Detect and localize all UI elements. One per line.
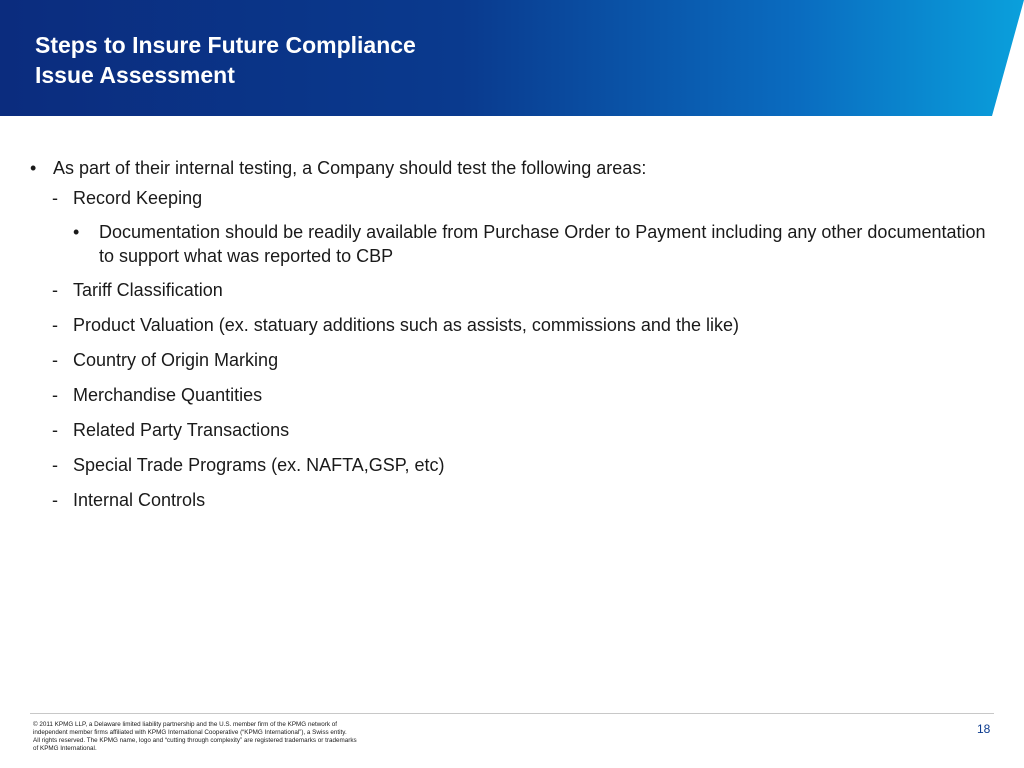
list-item-text: Product Valuation (ex. statuary additions such as assists, commissions and the like) (73, 315, 739, 335)
list-item-text: Related Party Transactions (73, 420, 290, 440)
list-item (30, 417, 990, 452)
list-item (30, 312, 990, 347)
bullet-intro-text: As part of their internal testing, a Company should test the following areas: (53, 158, 647, 178)
copyright-line: independent member firms affiliated with KPMG International Cooperative (“KPMG International”), a Swiss entity. (33, 729, 347, 736)
dash-icon: - (52, 455, 58, 475)
dash-icon: - (52, 280, 58, 300)
copyright-line: of KPMG International. (33, 745, 97, 752)
list-item-text: Special Trade Programs (ex. NAFTA,GSP, etc) (73, 455, 445, 475)
slide-body (30, 155, 990, 522)
dash-icon: - (52, 420, 58, 440)
dash-icon: - (52, 188, 58, 208)
bullet-dot-icon: • (73, 222, 80, 242)
list-item-text: Internal Controls (73, 490, 206, 510)
dash-icon: - (52, 490, 58, 510)
slide-subtitle: Issue Assessment (35, 62, 235, 88)
dash-icon: - (52, 385, 58, 405)
list-item (30, 347, 990, 382)
list-item (30, 487, 990, 522)
list-item (30, 382, 990, 417)
slide-title (35, 30, 416, 90)
page-number: 18 (977, 722, 991, 736)
bullet-intro (30, 155, 990, 185)
copyright-line: All rights reserved. The KPMG name, logo and “cutting through complexity” are registered trademarks or trademarks (33, 737, 357, 744)
dash-icon: - (52, 350, 58, 370)
sub-bullet-text: Documentation should be readily available from Purchase Order to Payment including any other documentation to support what was reported to CBP (99, 222, 986, 266)
bullet-dot-icon: • (30, 158, 37, 178)
list-item (30, 185, 990, 220)
dash-icon: - (52, 315, 58, 335)
footer-divider (30, 713, 994, 714)
list-item (30, 277, 990, 312)
footer-copyright (33, 721, 357, 753)
list-item (30, 452, 990, 487)
list-item-text: Merchandise Quantities (73, 385, 263, 405)
list-item-text: Tariff Classification (73, 280, 223, 300)
list-item-text: Record Keeping (73, 188, 203, 208)
slide-title-line-1: Steps to Insure Future Compliance (35, 32, 416, 58)
sub-bullet (30, 220, 990, 268)
copyright-line: © 2011 KPMG LLP, a Delaware limited liability partnership and the U.S. member firm of the KPMG network of (33, 721, 337, 728)
list-item-text: Country of Origin Marking (73, 350, 279, 370)
